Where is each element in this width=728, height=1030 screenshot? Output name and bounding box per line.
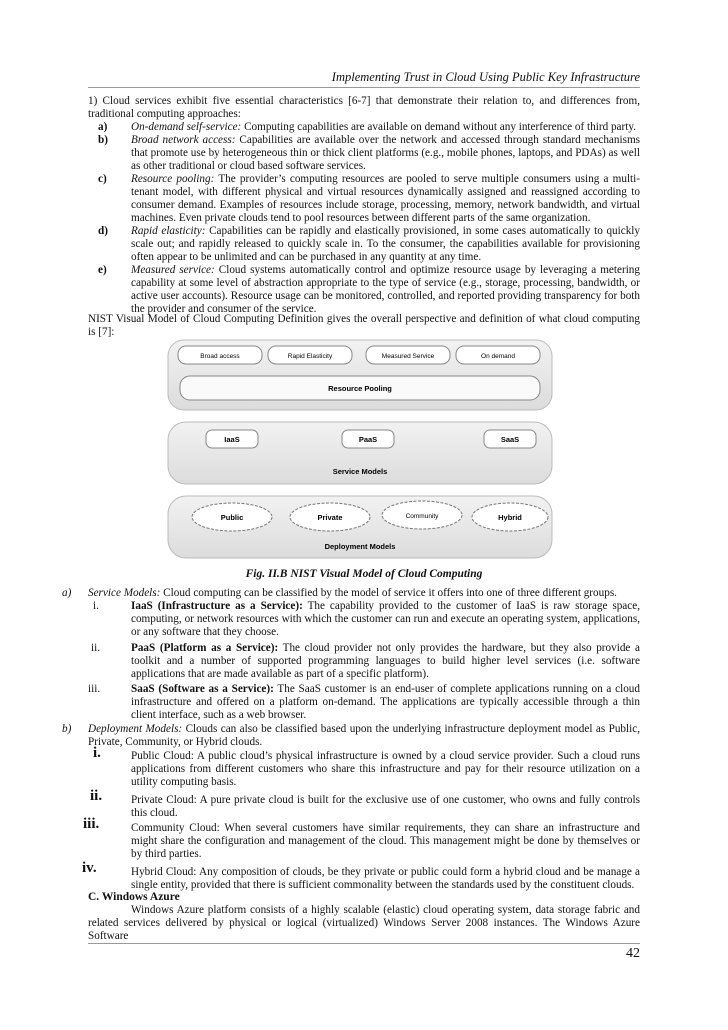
char-measured-service: Measured Service (381, 353, 435, 360)
header-rule (88, 87, 640, 88)
section-b-text (88, 723, 640, 749)
deploy-i-text: Public Cloud: A public cloud’s physical infrastructure is owned by a cloud service provider. Such a cloud runs applications from different customers who share this infrastructure and pay for their resource utilization on a utility computing basis. (131, 750, 640, 789)
page-number: 42 (626, 946, 640, 961)
item-b-desc: Capabilities are available over the network and accessed through standard mechanisms that promote use by heterogeneous thin or thick client platforms (e.g., mobile phones, laptops, and PDAs) as well as other traditional or cloud based software services. (131, 134, 640, 173)
item-a-text (131, 121, 640, 134)
item-e-text (131, 264, 640, 316)
nist-model-figure (160, 338, 560, 560)
item-b-label: b) (98, 134, 108, 146)
deploy-iv-label: iv. (82, 860, 97, 876)
service-ii-term: PaaS (Platform as a Service): (131, 642, 279, 654)
char-on-demand: On demand (481, 353, 515, 360)
service-i-desc: The capability provided to the customer of IaaS is raw storage space, computing, or network resources with which the customer can run and execute an operating system, applications, or any software that they choose. (131, 600, 640, 639)
characteristics-intro: 1) Cloud services exhibit five essential characteristics [6-7] that demonstrate their relation to, and differences from, traditional computing approaches: (88, 95, 640, 121)
section-b-term: Deployment Models: (88, 723, 183, 735)
item-d-desc: Capabilities can be rapidly and elastically provisioned, in some cases automatically to quickly scale out; and rapidly released to quickly scale in. To the consumer, the capabilities available for provisioning often appear to be unlimited and can be purchased in any quantity at any time. (131, 225, 640, 264)
deploy-iii-text: Community Cloud: When several customers have similar requirements, they can share an infrastructure and might share the configuration and management of the cloud. This management might be done by themselves or by third parties. (131, 822, 640, 861)
deploy-ii-label: ii. (90, 788, 103, 804)
section-a-desc: Cloud computing can be classified by the model of service it offers into one of three different groups. (160, 587, 617, 599)
deploy-i-label: i. (93, 745, 101, 761)
service-iii-desc: The SaaS customer is an end-user of complete applications running on a cloud infrastructure and offered on a platform on-demand. The applications are typically accessible through a thin client interface, such as a web browser. (131, 683, 640, 722)
private-cloud-label: Private (317, 513, 343, 522)
service-iii-label: iii. (88, 683, 101, 695)
service-ii-label: ii. (91, 642, 101, 654)
paas-label: PaaS (358, 435, 378, 444)
community-cloud-label: Community (405, 513, 439, 520)
saas-label: SaaS (500, 435, 520, 444)
section-b-desc: Clouds can also be classified based upon the underlying infrastructure deployment model as Public, Private, Community, or Hybrid clouds. (88, 723, 640, 749)
service-ii-text (131, 642, 640, 681)
char-broad-access: Broad access (200, 353, 240, 360)
item-a-term: On-demand self-service: (131, 121, 242, 133)
public-cloud-label: Public (220, 513, 244, 522)
item-b-term: Broad network access: (131, 134, 236, 146)
item-a-desc: Computing capabilities are available on demand without any interference of third party. (241, 121, 637, 133)
service-models-label: Service Models (332, 467, 388, 476)
service-i-label: i. (93, 600, 99, 612)
service-i-text (131, 600, 640, 639)
iaas-label: IaaS (224, 435, 240, 444)
running-header: Implementing Trust in Cloud Using Public Key Infrastructure (331, 70, 640, 84)
item-d-term: Rapid elasticity: (131, 225, 206, 237)
item-a-label: a) (98, 121, 108, 133)
item-e-term: Measured service: (131, 264, 215, 276)
item-c-term: Resource pooling: (131, 173, 215, 185)
deploy-iii-label: iii. (83, 816, 100, 832)
item-e-label: e) (98, 264, 107, 276)
section-c-text: Windows Azure platform consists of a highly scalable (elastic) cloud operating system, data storage fabric and related services delivered by physical or logical (virtualized) Windows Server 2008 instances. The Windows Azure Software (88, 904, 640, 943)
service-i-term: IaaS (Infrastructure as a Service): (131, 600, 303, 612)
item-c-label: c) (98, 173, 107, 185)
item-e-desc: Cloud systems automatically control and optimize resource usage by leveraging a metering capability at some level of abstraction appropriate to the type of service (e.g., storage, processing, bandwidth, or active user accounts). Resource usage can be monitored, controlled, and reported providing transparency for both the provider and consumer of the service. (131, 264, 640, 316)
section-a-term: Service Models: (88, 587, 161, 599)
deploy-ii-text: Private Cloud: A pure private cloud is built for the exclusive use of one customer, who owns and fully controls this cloud. (131, 794, 640, 820)
deploy-iv-text: Hybrid Cloud: Any composition of clouds, be they private or public could form a hybrid cloud and be manage a single entity, provided that there is sufficient commonality between the standards used by the constituent clouds. (131, 866, 640, 892)
section-a-text (88, 587, 640, 600)
item-d-label: d) (98, 225, 108, 237)
figure-caption: Fig. II.B NIST Visual Model of Cloud Computing (245, 568, 483, 580)
hybrid-cloud-label: Hybrid (498, 513, 522, 522)
section-b-label: b) (62, 723, 72, 735)
section-c-heading: C. Windows Azure (88, 891, 180, 903)
nist-model-intro: NIST Visual Model of Cloud Computing Definition gives the overall perspective and definition of what cloud computing is [7]: (88, 313, 640, 339)
item-c-desc: The provider’s computing resources are pooled to serve multiple consumers using a multi-tenant model, with different physical and virtual resources dynamically assigned and reassigned according to consumer demand. Examples of resources include storage, processing, memory, network bandwidth, and virtual machines. Even private clouds tend to pool resources between different parts of the same organization. (131, 173, 641, 225)
deployment-models-label: Deployment Models (324, 542, 396, 551)
footer-rule (88, 943, 640, 944)
item-b-text (131, 134, 640, 173)
char-rapid-elasticity: Rapid Elasticity (287, 353, 333, 360)
resource-pooling-label: Resource Pooling (328, 384, 392, 393)
section-a-label: a) (62, 587, 72, 599)
service-iii-term: SaaS (Software as a Service): (131, 683, 274, 695)
item-c-text (131, 173, 640, 225)
service-iii-text (131, 683, 640, 722)
service-ii-desc: The cloud provider not only provides the hardware, but they also provide a toolkit and a number of supported programming languages to build higher level services (i.e. software applications that are made available as part of a specific platform). (131, 642, 640, 681)
item-d-text (131, 225, 640, 264)
